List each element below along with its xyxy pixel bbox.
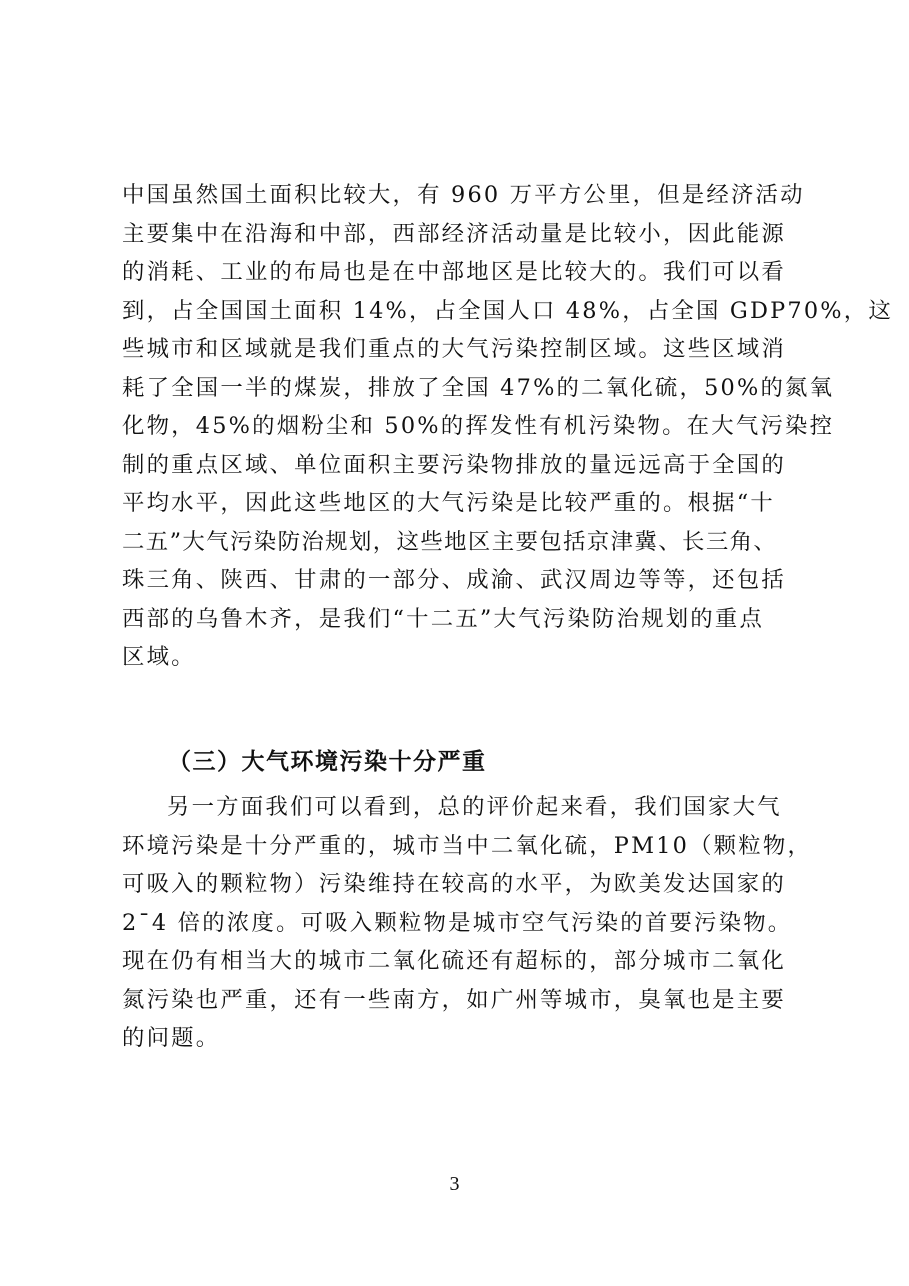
text-line: 珠三角、陕西、甘肃的一部分、成渝、武汉周边等等，还包括 [122, 567, 786, 593]
text-line: 制的重点区域、单位面积主要污染物排放的量远远高于全国的 [122, 451, 786, 478]
text-line: 的消耗、工业的布局也是在中部地区是比较大的。我们可以看 [122, 259, 786, 285]
text-line: 到，占全国国土面积 14%，占全国人口 48%，占全国 GDP70%，这 [122, 297, 893, 324]
text-line: 主要集中在沿海和中部，西部经济活动量是比较小，因此能源 [122, 220, 786, 247]
text-line: 环境污染是十分严重的，城市当中二氧化硫，PM10（颗粒物， [122, 832, 813, 859]
text-line: 平均水平，因此这些地区的大气污染是比较严重的。根据“十 [122, 490, 776, 516]
text-line: 现在仍有相当大的城市二氧化硫还有超标的，部分城市二氧化 [122, 948, 786, 974]
text-line: 些城市和区域就是我们重点的大气污染控制区域。这些区域消 [122, 336, 786, 362]
paragraph-pollution-severity [122, 788, 812, 1058]
text-line: 的问题。 [122, 1025, 221, 1051]
text-line: 另一方面我们可以看到，总的评价起来看，我们国家大气 [167, 794, 782, 820]
page-number: 3 [449, 1173, 460, 1195]
text-line: 2¯4 倍的浓度。可吸入颗粒物是城市空气污染的首要污染物。 [122, 909, 793, 936]
text-line: 二五”大气污染防治规划，这些地区主要包括京津冀、长三角、 [122, 528, 778, 555]
text-line: 中国虽然国土面积比较大，有 960 万平方公里，但是经济活动 [122, 182, 805, 208]
section-heading: （三）大气环境污染十分严重 [168, 748, 487, 775]
text-line: 区域。 [122, 644, 196, 670]
text-line: 西部的乌鲁木齐，是我们“十二五”大气污染防治规划的重点 [122, 605, 765, 632]
text-line: 化物，45%的烟粉尘和 50%的挥发性有机污染物。在大气污染控 [122, 413, 835, 439]
text-line: 耗了全国一半的煤炭，排放了全国 47%的二氧化硫，50%的氮氧 [122, 374, 835, 401]
text-line: 氮污染也严重，还有一些南方，如广州等城市，臭氧也是主要 [122, 986, 786, 1013]
text-line: 可吸入的颗粒物）污染维持在较高的水平，为欧美发达国家的 [122, 871, 786, 897]
paragraph-regional-pollution [122, 176, 893, 677]
